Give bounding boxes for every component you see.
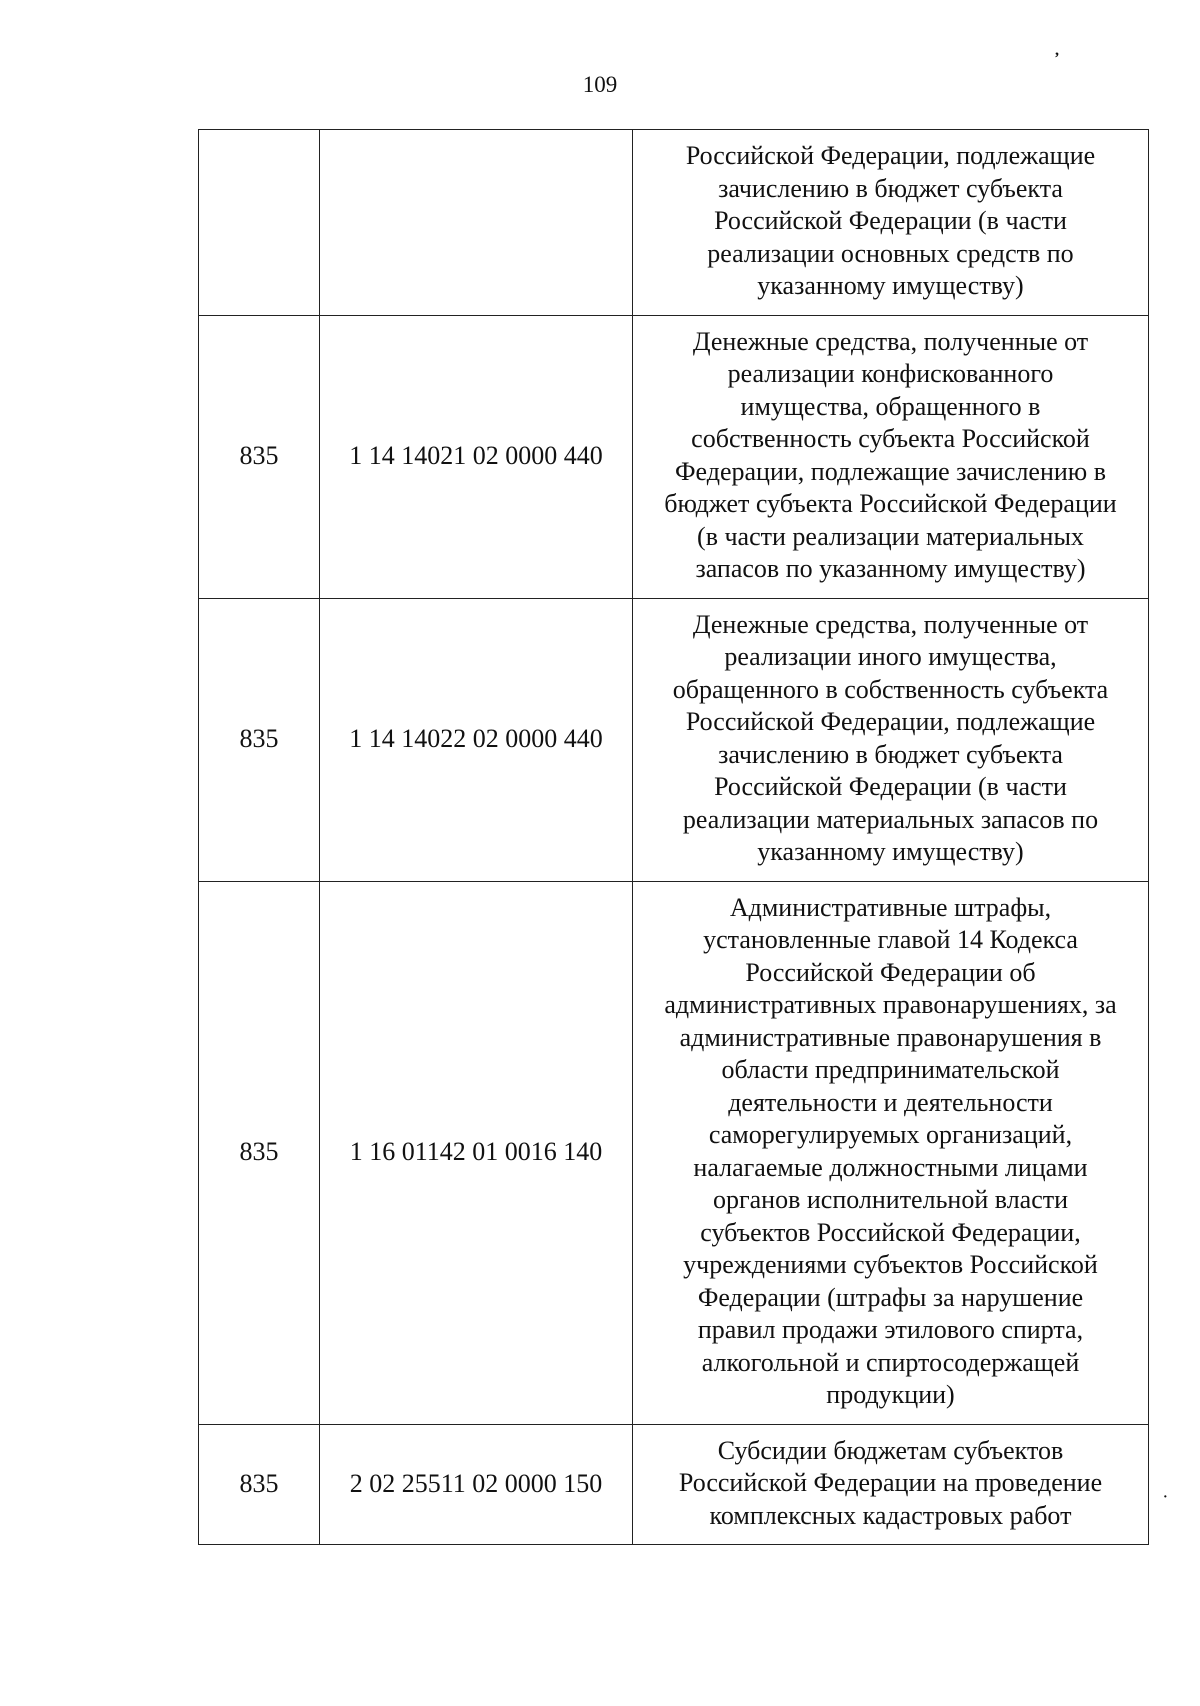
description-line: Субсидии бюджетам субъектов	[717, 1435, 1064, 1465]
admin-code-cell: 835	[199, 598, 320, 881]
description-line: реализации основных средств по	[707, 238, 1074, 268]
description-line: бюджет субъекта Российской Федерации	[664, 489, 1117, 518]
description-line: (в части реализации материальных	[697, 521, 1084, 551]
description-line: алкогольной и спиртосодержащей	[701, 1347, 1080, 1377]
budget-classification-code-cell: 2 02 25511 02 0000 150	[320, 1424, 633, 1545]
budget-classification-code-cell: 1 16 01142 01 0016 140	[320, 881, 633, 1424]
revenue-description-cell	[633, 881, 1149, 1424]
description-line: Административные штрафы,	[729, 892, 1052, 922]
revenue-description-cell	[633, 1424, 1149, 1545]
admin-code-cell: 835	[199, 315, 320, 598]
description-line: субъектов Российской Федерации,	[700, 1217, 1081, 1247]
description-line: Денежные средства, полученные от	[692, 609, 1089, 639]
description-line: Федерации (штрафы за нарушение	[697, 1282, 1084, 1312]
description-line: саморегулируемых организаций,	[708, 1120, 1073, 1149]
scan-artifact-dot: ·	[1163, 1490, 1168, 1505]
table-row	[199, 315, 1149, 598]
admin-code-cell: 835	[199, 881, 320, 1424]
description-line: комплексных кадастровых работ	[709, 1500, 1072, 1530]
description-line: органов исполнительной власти	[712, 1185, 1069, 1214]
description-line: зачислению в бюджет субъекта	[718, 739, 1063, 769]
description-line: Российской Федерации, подлежащие	[685, 141, 1096, 170]
description-line: имущества, обращенного в	[740, 391, 1041, 421]
budget-classification-code-cell	[320, 130, 633, 316]
admin-code-cell: 835	[199, 1424, 320, 1545]
description-line: деятельности и деятельности	[728, 1087, 1053, 1117]
description-line: Российской Федерации (в части	[714, 772, 1067, 801]
table-row	[199, 130, 1149, 316]
admin-code-cell	[199, 130, 320, 316]
revenue-description-cell	[633, 315, 1149, 598]
description-line: учреждениями субъектов Российской	[683, 1250, 1098, 1279]
description-line: реализации материальных запасов по	[682, 804, 1099, 834]
description-line: Российской Федерации (в части	[714, 206, 1067, 235]
description-line: Федерации, подлежащие зачислению в	[674, 456, 1107, 486]
budget-classification-code-cell: 1 14 14021 02 0000 440	[320, 315, 633, 598]
revenue-description-cell	[633, 598, 1149, 881]
description-line: указанному имуществу)	[757, 271, 1024, 300]
budget-classification-code-cell: 1 14 14022 02 0000 440	[320, 598, 633, 881]
table-row	[199, 1424, 1149, 1545]
description-line: правил продажи этилового спирта,	[697, 1315, 1084, 1344]
description-line: Российской Федерации на проведение	[678, 1468, 1103, 1497]
revenue-codes-table	[198, 129, 1149, 1545]
table-row	[199, 881, 1149, 1424]
description-line: собственность субъекта Российской	[691, 424, 1090, 453]
description-line: административные правонарушения в	[679, 1022, 1102, 1052]
description-line: указанному имуществу)	[757, 837, 1024, 866]
description-line: обращенного в собственность субъекта	[672, 674, 1109, 704]
description-line: реализации иного имущества,	[724, 642, 1057, 671]
description-line: налагаемые должностными лицами	[693, 1152, 1088, 1182]
table-row	[199, 598, 1149, 881]
description-line: зачислению в бюджет субъекта	[718, 173, 1063, 203]
description-line: Российской Федерации, подлежащие	[685, 707, 1096, 736]
page-number: 109	[582, 72, 618, 97]
description-line: области предпринимательской	[721, 1055, 1060, 1084]
description-line: Денежные средства, полученные от	[692, 326, 1089, 356]
revenue-description-cell	[633, 130, 1149, 316]
description-line: установленные главой 14 Кодекса	[703, 925, 1078, 954]
description-line: продукции)	[826, 1380, 955, 1409]
description-line: реализации конфискованного	[727, 359, 1054, 388]
scan-artifact-mark: ,	[1055, 42, 1059, 59]
description-line: запасов по указанному имуществу)	[695, 554, 1086, 583]
description-line: административных правонарушениях, за	[664, 990, 1117, 1019]
description-line: Российской Федерации об	[745, 957, 1036, 987]
